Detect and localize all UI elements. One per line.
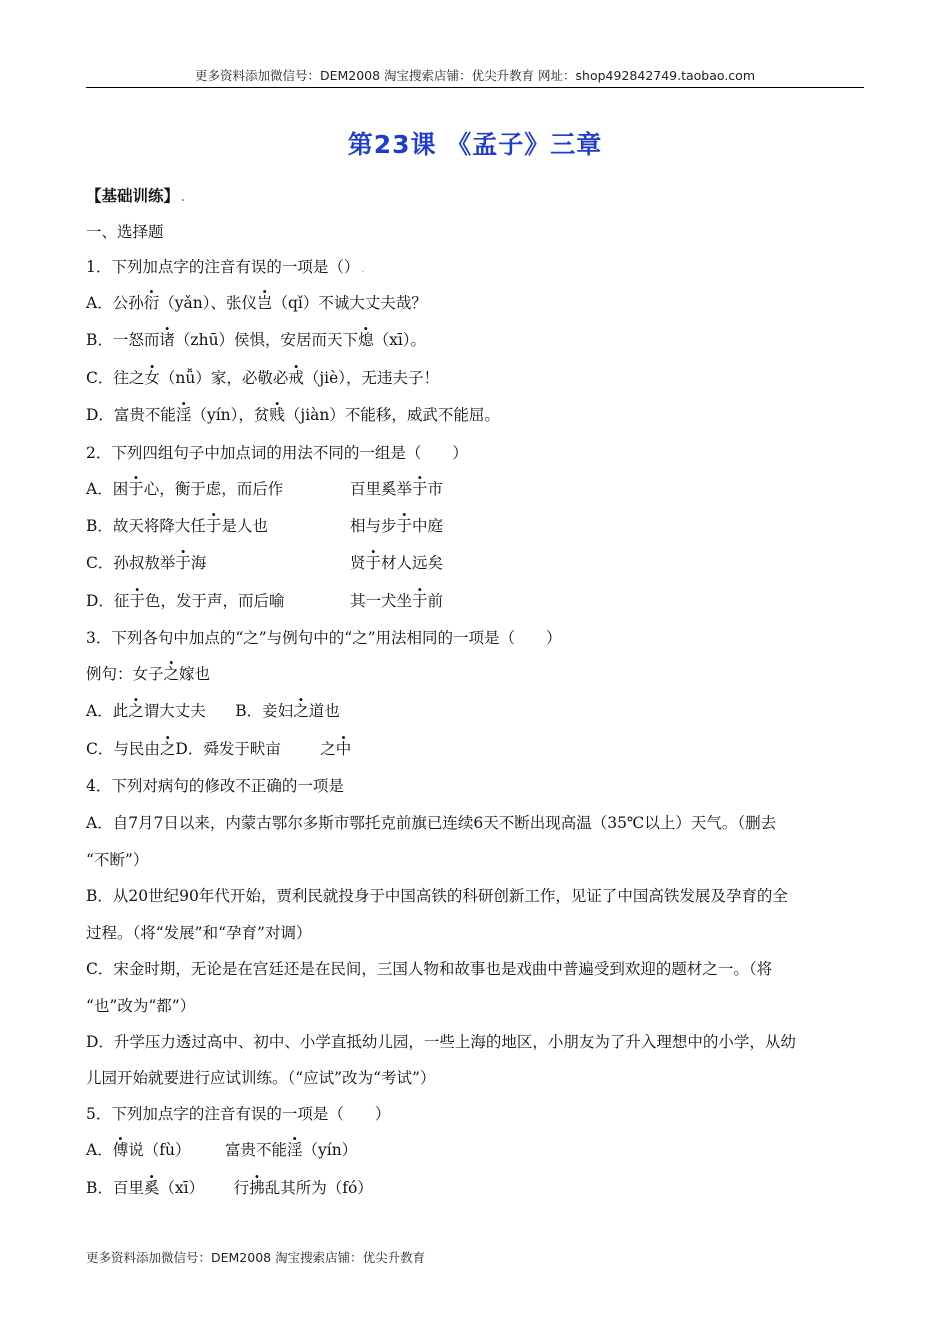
page-header: 更多资料添加微信号：DEM2008 淘宝搜索店铺：优尖升教育 网址：shop492842749.taobao.com [86, 66, 864, 88]
question-4-stem: 4．下列对病句的修改不正确的一项是 [86, 777, 344, 795]
lesson-title: 第23课 《孟子》三章 [347, 130, 603, 159]
question-4-option-d-line2: 儿园开始就要进行应试训练。（“应试”改为“考试”） [86, 1069, 436, 1087]
question-1-option-c: C．往之女（nǚ）家，必敬必戒（jiè），无违夫子！ [86, 369, 440, 387]
question-4-option-b-line1: B．从20世纪90年代开始，贾利民就投身于中国高铁的科研创新工作，见证了中国高铁发展及孕育的全 [86, 887, 788, 905]
question-4-option-a-line2: “不断”） [86, 851, 149, 869]
question-1-stem: 1．下列加点字的注音有误的一项是（） . [86, 258, 365, 276]
section-heading: 【基础训练】 . [86, 187, 185, 205]
question-3-options-ab: A．此之谓大丈夫 B．妾妇之道也 [86, 702, 340, 720]
question-2-option-c: C．孙叔敖举于海 贤于材人远矣 [86, 554, 444, 572]
question-2-option-d: D．征于色，发于声，而后喻 其一犬坐于前 [86, 592, 444, 610]
question-5-option-a: A．傅说（fù） 富贵不能淫（yín） [86, 1141, 358, 1159]
question-2-option-a: A．困于心，衡于虑，而后作 百里奚举于市 [86, 480, 444, 498]
question-3-stem: 3．下列各句中加点的“之”与例句中的“之”用法相同的一项是（ ） [86, 629, 562, 647]
question-2-stem: 2．下列四组句子中加点词的用法不同的一组是（ ） [86, 444, 468, 462]
page-footer: 更多资料添加微信号：DEM2008 淘宝搜索店铺：优尖升教育 [86, 1250, 426, 1265]
question-3-options-cd: C．与民由之D．舜发于畎亩 之中 [86, 740, 352, 758]
question-4-option-a-line1: A．自7月7日以来，内蒙古鄂尔多斯市鄂托克前旗已连续6天不断出现高温（35℃以上）天气。（删去 [86, 814, 777, 832]
question-4-option-c-line2: “也”改为“都”） [86, 997, 196, 1015]
question-3-example: 例句：女子之嫁也 [86, 665, 211, 683]
question-5-option-b: B．百里奚（xī） 行拂乱其所为（fó） [86, 1179, 373, 1197]
question-4-option-d-line1: D．升学压力透过高中、初中、小学直抵幼儿园，一些上海的地区，小朋友为了升入理想中的小学，从幼 [86, 1033, 796, 1051]
part-heading: 一、选择题 [86, 223, 164, 241]
question-1-option-d: D．富贵不能淫（yín），贫贱（jiàn）不能移，威武不能屈。 [86, 406, 500, 424]
question-2-option-b: B．故天将降大任于是人也 相与步于中庭 [86, 517, 444, 535]
question-4-option-c-line1: C．宋金时期，无论是在宫廷还是在民间，三国人物和故事也是戏曲中普遍受到欢迎的题材之一。（将 [86, 960, 773, 978]
question-1-option-a: A．公孙衍（yǎn）、张仪岂（qǐ）不诚大丈夫哉？ [86, 294, 427, 312]
question-4-option-b-line2: 过程。（将“发展”和“孕育”对调） [86, 924, 312, 942]
question-5-stem: 5．下列加点字的注音有误的一项是（ ） [86, 1105, 391, 1123]
question-1-option-b: B．一怒而诸（zhū）侯惧，安居而天下熄（xī）。 [86, 331, 427, 349]
